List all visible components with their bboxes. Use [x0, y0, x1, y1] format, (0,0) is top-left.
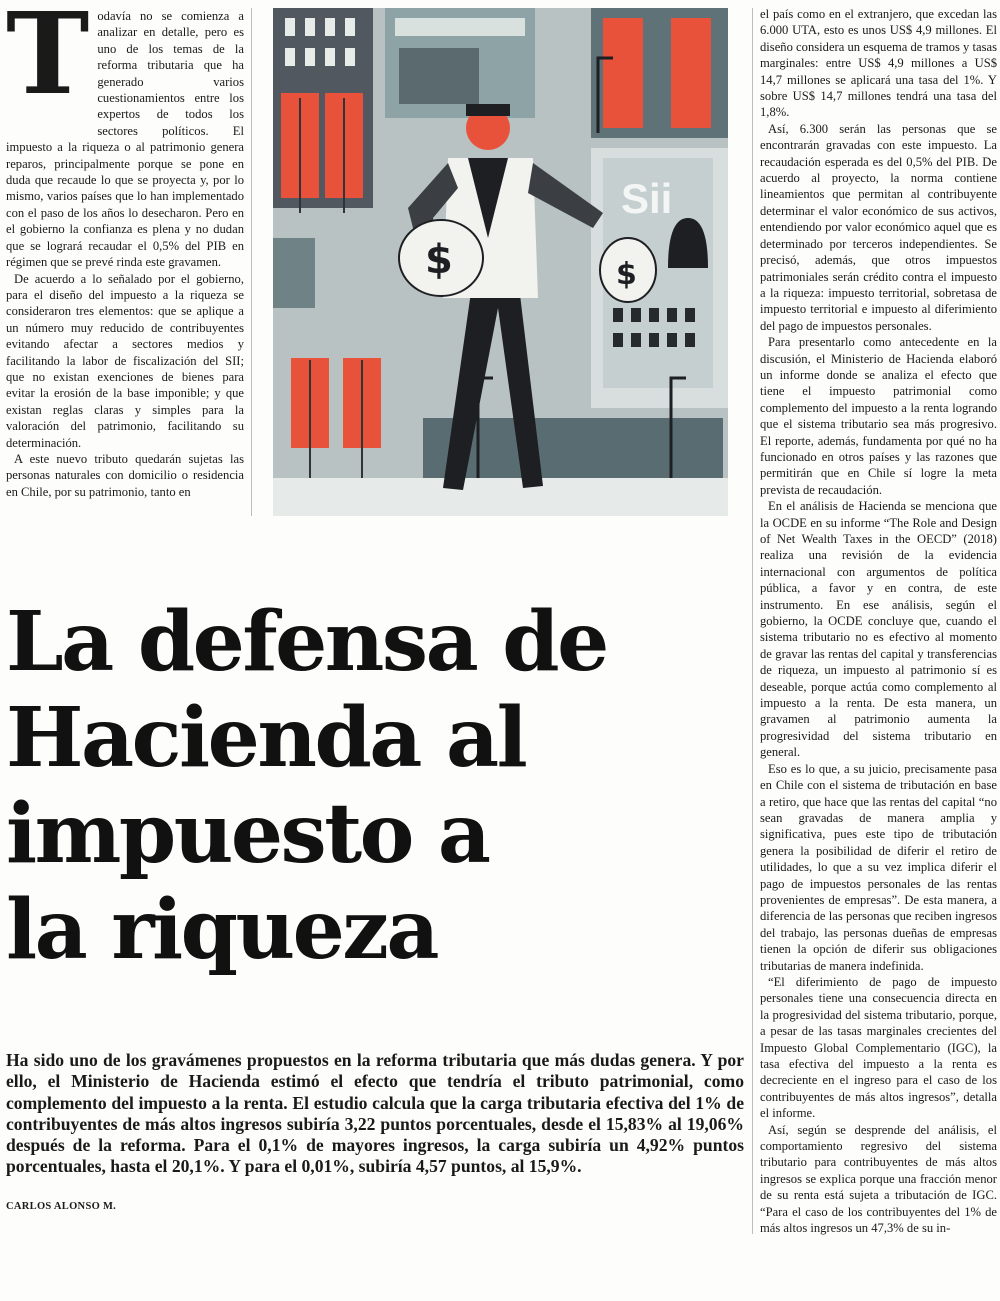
body-paragraph: “El diferimiento de pago de impuesto personales tiene una consecuencia directa en la progresividad del sistema tributario, porque, a pesar de las tasas marginales crecientes del Impuesto Global Complementario (IGC), la tasa efectiva del impuesto a la renta es decreciente en el ingreso para el caso de los contribuyentes de más altos ingresos”, detalla el informe. [760, 974, 997, 1121]
body-paragraph: En el análisis de Hacienda se menciona que la OCDE en su informe “The Role and Design of Net Wealth Taxes in the OECD” (2018) realiza una revisión de la evidencia internacional con argumentos de política pública, a favor y en contra, de este instrumento. En ese análisis, según el gobierno, la OCDE concluye que, cuando el sistema tributario no es efectivo al momento de gravar las rentas del capital y transferencias de riqueza, un impuesto al patrimonio sí es deseable, porque actúa como complemento al impuesto a la renta. De esta manera, un gravamen al patrimonio aumenta la progresividad del sistema tributario en general. [760, 499, 997, 760]
drop-cap: T [6, 0, 90, 120]
body-paragraph: De acuerdo a lo señalado por el gobierno, para el diseño del impuesto a la riqueza se consideraron tres elementos: que se aplique a un número muy reducido de contribuyentes evitando afectar a sectores medios y facilitando la labor de fiscalización del SII; que no existan exenciones de bienes para evitar la erosión de la base imponible; y que existan reglas claras y simples para la valoración del patrimonio, facilitando su determinación. [6, 271, 244, 450]
headline-line: La defensa de [6, 594, 607, 690]
column-divider [752, 8, 753, 1234]
right-text-column [760, 6, 997, 1236]
body-paragraph: Todavía no se comienza a analizar en detalle, pero es uno de los temas de la reforma tributaria que ha generado varios cuestionamientos entre los expertos de todos los sectores políticos. El impuesto a la riqueza o al patrimonio genera reparos, principalmente porque se pone en duda que recaude lo que se proyecta y, por lo mismo, varios países que lo han implementado con el paso de los años lo desecharon. Pero en el gobierno la confianza es plena y no dudan que se logrará recaudar el 0,5% del PIB en régimen que se prevé rinda este gravamen. [6, 0, 244, 270]
illustration-man-with-money-bags [273, 8, 728, 516]
byline: CARLOS ALONSO M. [6, 1201, 117, 1212]
svg-text:$: $ [425, 237, 453, 283]
body-paragraph: A este nuevo tributo quedarán sujetas las personas naturales con domicilio o residencia en Chile, por su patrimonio, tanto en [6, 451, 244, 499]
svg-text:$: $ [616, 257, 637, 292]
column-divider [251, 8, 252, 516]
body-paragraph: Eso es lo que, a su juicio, precisamente pasa en Chile con el sistema de tributación en base a retiro, que hace que las rentas del capital “no sean gravadas de manera amplia y significativa, pues este tipo de tributación genera la posibilidad de diferir el retiro de utilidades, lo que a su vez implica diferir el pago de impuestos personales de las rentas provenientes de empresas”. De esta manera, a diferencia de las personas que reciben ingresos del trabajo, las personas dueñas de empresas tienen la opción de diferir sus obligaciones tributarias de manera indefinida. [760, 761, 997, 973]
headline-line: la riqueza [6, 882, 438, 978]
body-paragraph: Así, 6.300 serán las personas que se encontrarán gravadas con este impuesto. La recaudación esperada es del 0,5% del PIB. De acuerdo al proyecto, la norma contiene lineamientos que permitan al contribuyente determinar el valor económico de sus activos, entendiendo por valor económico aquel que es determinado por terceros independientes. Se precisó, además, que otros impuestos patrimoniales serán crédito contra el impuesto a la riqueza: impuesto territorial, sobretasa de impuesto territorial e impuesto al diferimiento del pago de impuestos personales. [760, 121, 997, 333]
headline [6, 594, 746, 978]
headline-line: Hacienda al [6, 690, 526, 786]
body-paragraph: el país como en el extranjero, que excedan las 6.000 UTA, esto es unos US$ 4,9 millones. El diseño considera un esquema de tramos y tasas marginales: entre US$ 4,9 millones a US$ 14,7 millones se aplicará una tasa del 1%. Y sobre US$ 14,7 millones tendrá una tasa del 1,8%. [760, 7, 997, 120]
headline-line: impuesto a [6, 786, 489, 882]
body-paragraph: Para presentarlo como antecedente en la discusión, el Ministerio de Hacienda elaboró un informe donde se analiza el efecto que tiene el impuesto patrimonial como complemento del impuesto a la renta logrando que el sistema tributario sea más progresivo. El reporte, además, fundamenta por qué no ha funcionado en otros países y las razones que permitirán que en Chile sí logre la meta prevista de recaudación. [760, 335, 997, 497]
body-paragraph: Así, según se desprende del análisis, el comportamiento regresivo del sistema tributario para contribuyentes de más altos ingresos se explica porque una fracción menor de su renta está sujeta a tributación de IGC. “Para el caso de los contribuyentes del 1% de más altos ingresos un 47,3% de su in- [760, 1122, 997, 1236]
left-text-column [6, 0, 244, 500]
sii-sign: Sii [621, 175, 673, 222]
lede-summary: Ha sido uno de los gravámenes propuestos en la reforma tributaria que más dudas genera. Y por ello, el Ministerio de Hacienda estimó el efecto que tendría el tributo patrimonial, como complemento del impuesto a la renta. El estudio calcula que la carga tributaria efectiva del 1% de contribuyentes de más altos ingresos subiría 3,22 puntos porcentuales, desde el 15,83% al 19,06% después de la reforma. Para el 0,1% de mayores ingresos, la carga subiría un 4,92% puntos porcentuales, hasta el 20,1%. Y para el 0,01%, subiría 4,57 puntos, al 15,9%. [6, 1050, 744, 1177]
